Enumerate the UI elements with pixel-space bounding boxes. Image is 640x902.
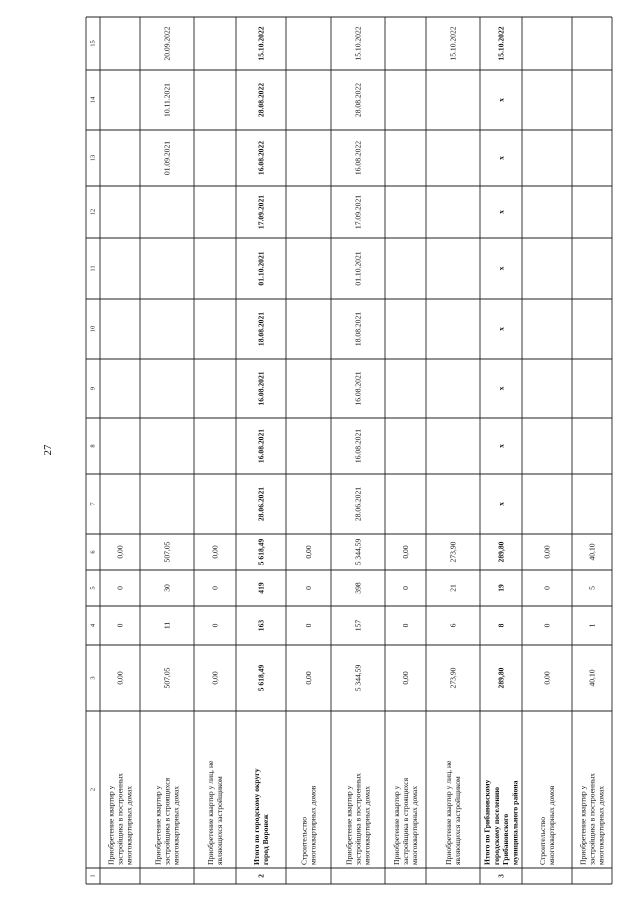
- cell-col-6: 289,80: [496, 541, 506, 563]
- cell-description-line: застройщика в строящихся: [162, 777, 172, 865]
- cell-col-3: 0,00: [210, 671, 220, 685]
- cell-col-1: 2: [256, 874, 266, 878]
- cell-col-10: x: [496, 327, 506, 331]
- cell-description-line: являющихся застройщиком: [215, 776, 225, 865]
- cell-col-4: 11: [162, 621, 172, 630]
- cell-col-15: 15.10.2022: [256, 26, 266, 61]
- cell-col-13: x: [496, 156, 506, 160]
- cell-col-3: 5 618,49: [256, 664, 266, 692]
- cell-description-line: город Воронеж: [261, 814, 271, 865]
- cell-col-15: 15.10.2022: [496, 26, 506, 61]
- cell-col-8: 16.08.2021: [353, 428, 363, 464]
- cell-col-5: 30: [162, 584, 172, 592]
- cell-col-5: 19: [496, 584, 506, 592]
- cell-description-line: застройщика в строящихся: [401, 777, 410, 865]
- cell-col-4: 163: [256, 619, 266, 632]
- cell-description-line: Приобретение квартир у: [153, 785, 163, 865]
- cell-col-5: 419: [256, 582, 266, 594]
- column-number: 1: [89, 874, 97, 878]
- cell-col-1: 3: [496, 874, 506, 878]
- cell-col-11: 01.10.2021: [353, 251, 363, 286]
- cell-col-7: x: [496, 502, 506, 506]
- cell-col-3: 0,00: [304, 671, 313, 685]
- cell-col-4: 8: [496, 623, 506, 628]
- cell-col-6: 0,00: [115, 545, 125, 559]
- cell-col-4: 0: [401, 623, 410, 628]
- cell-col-15: 15.10.2022: [353, 26, 363, 61]
- cell-col-8: x: [496, 444, 506, 448]
- cell-col-14: x: [496, 98, 506, 102]
- cell-description-line: многоквартирных домах: [362, 785, 372, 865]
- cell-col-4: 0: [210, 623, 220, 628]
- cell-description-line: Строительство: [299, 817, 309, 865]
- cell-col-15: 20.09.2022: [162, 26, 172, 61]
- cell-col-9: 16.08.2021: [353, 371, 363, 406]
- table-text: [90, 26, 606, 878]
- cell-description-line: Приобретение квартир у: [578, 785, 588, 865]
- cell-col-5: 0: [210, 586, 220, 590]
- cell-description-line: Приобретение квартир у: [344, 785, 354, 865]
- cell-col-3: 507,05: [162, 667, 172, 689]
- cell-col-3: 40,10: [587, 669, 597, 687]
- cell-col-12: 17.09.2021: [353, 194, 363, 230]
- column-number: 13: [89, 154, 97, 162]
- cell-col-5: 5: [587, 586, 597, 590]
- cell-col-12: x: [496, 210, 506, 214]
- cell-col-5: 0: [115, 586, 125, 590]
- column-number: 4: [89, 623, 97, 628]
- cell-col-14: 28.08.2022: [256, 82, 266, 118]
- column-number: 5: [89, 586, 97, 590]
- cell-col-6: 5 618,49: [256, 538, 266, 566]
- cell-description-line: застройщика в построенных: [587, 773, 597, 865]
- cell-col-14: 10.11.2021: [162, 83, 172, 117]
- cell-description-line: многоквартирных домах: [124, 785, 134, 865]
- cell-col-10: 18.08.2021: [256, 311, 266, 347]
- cell-col-13: 16.08.2022: [353, 140, 363, 176]
- cell-description-line: многоквартирных домах: [410, 785, 420, 865]
- cell-description-line: Приобретение квартир у: [391, 785, 401, 865]
- cell-col-14: 28.08.2022: [353, 82, 363, 118]
- cell-col-11: x: [496, 266, 506, 271]
- cell-description-line: Строительство: [537, 817, 547, 865]
- cell-col-3: 5 344,59: [353, 664, 363, 692]
- cell-col-4: 157: [353, 619, 363, 632]
- column-number: 9: [89, 386, 97, 391]
- column-number: 15: [89, 40, 97, 47]
- cell-description-line: многоквартирных домов: [308, 785, 318, 865]
- cell-description-line: многоквартирных домах: [171, 785, 181, 865]
- cell-col-5: 21: [448, 584, 458, 592]
- cell-col-11: 01.10.2021: [256, 251, 266, 286]
- cell-col-4: 0: [304, 623, 313, 628]
- cell-col-4: 1: [587, 623, 597, 628]
- cell-description-line: многоквартирных домах: [596, 785, 606, 865]
- cell-description-line: Итого по Грибановскому: [482, 779, 492, 865]
- column-number: 3: [89, 676, 97, 680]
- cell-description-line: Приобретение квартир у: [106, 785, 116, 865]
- cell-description-line: являющихся застройщиком: [453, 776, 463, 865]
- cell-col-6: 5 344,59: [353, 538, 363, 566]
- cell-col-4: 6: [448, 623, 458, 628]
- cell-col-6: 507,05: [162, 541, 172, 563]
- column-number: 2: [89, 787, 97, 792]
- column-number: 14: [89, 96, 97, 104]
- cell-col-5: 398: [353, 582, 363, 594]
- cell-col-6: 0,00: [210, 545, 220, 559]
- column-number: 7: [89, 502, 97, 506]
- cell-col-12: 17.09.2021: [256, 194, 266, 230]
- page-number: 27: [42, 444, 54, 456]
- cell-col-15: 15.10.2022: [448, 26, 458, 61]
- column-number: 10: [89, 325, 97, 333]
- cell-col-3: 289,80: [496, 667, 506, 689]
- cell-description-line: многоквартирных домов: [547, 785, 557, 865]
- cell-col-6: 0,00: [401, 545, 410, 559]
- column-number: 11: [89, 265, 97, 272]
- cell-description-line: Приобретение квартир у лиц, не: [443, 760, 453, 865]
- cell-col-13: 16.08.2022: [256, 140, 266, 176]
- cell-col-6: 0,00: [304, 545, 313, 559]
- cell-col-5: 0: [304, 586, 313, 590]
- cell-col-3: 0,00: [401, 671, 410, 685]
- cell-description-line: Итого по городскому округу: [251, 768, 261, 865]
- cell-col-7: 28.06.2021: [256, 486, 266, 522]
- cell-col-4: 0: [115, 623, 125, 628]
- cell-description-line: застройщика в построенных: [115, 773, 125, 865]
- cell-description-line: Приобретение квартир у лиц, не: [205, 760, 215, 865]
- cell-col-8: 16.08.2021: [256, 428, 266, 464]
- cell-col-9: x: [496, 386, 506, 391]
- cell-col-13: 01.09.2021: [162, 140, 172, 176]
- cell-col-5: 0: [542, 586, 552, 590]
- column-number: 12: [89, 208, 97, 216]
- cell-col-9: 16.08.2021: [256, 371, 266, 406]
- cell-description-line: муниципального района: [510, 780, 520, 865]
- cell-col-5: 0: [401, 586, 410, 590]
- cell-col-3: 273,90: [448, 667, 458, 689]
- column-number: 8: [89, 444, 97, 448]
- cell-col-3: 0,00: [542, 671, 552, 685]
- cell-col-10: 18.08.2021: [353, 311, 363, 347]
- cell-col-3: 0,00: [115, 671, 125, 685]
- cell-col-4: 0: [542, 623, 552, 628]
- cell-description-line: застройщика в построенных: [353, 773, 363, 865]
- cell-col-6: 273,90: [448, 541, 458, 563]
- cell-col-7: 28.06.2021: [353, 486, 363, 522]
- cell-description-line: городскому поселению: [491, 786, 501, 865]
- cell-col-6: 0,00: [542, 545, 552, 559]
- cell-col-6: 40,10: [587, 543, 597, 561]
- column-number: 6: [89, 550, 97, 554]
- cell-description-line: Грибановского: [501, 813, 511, 865]
